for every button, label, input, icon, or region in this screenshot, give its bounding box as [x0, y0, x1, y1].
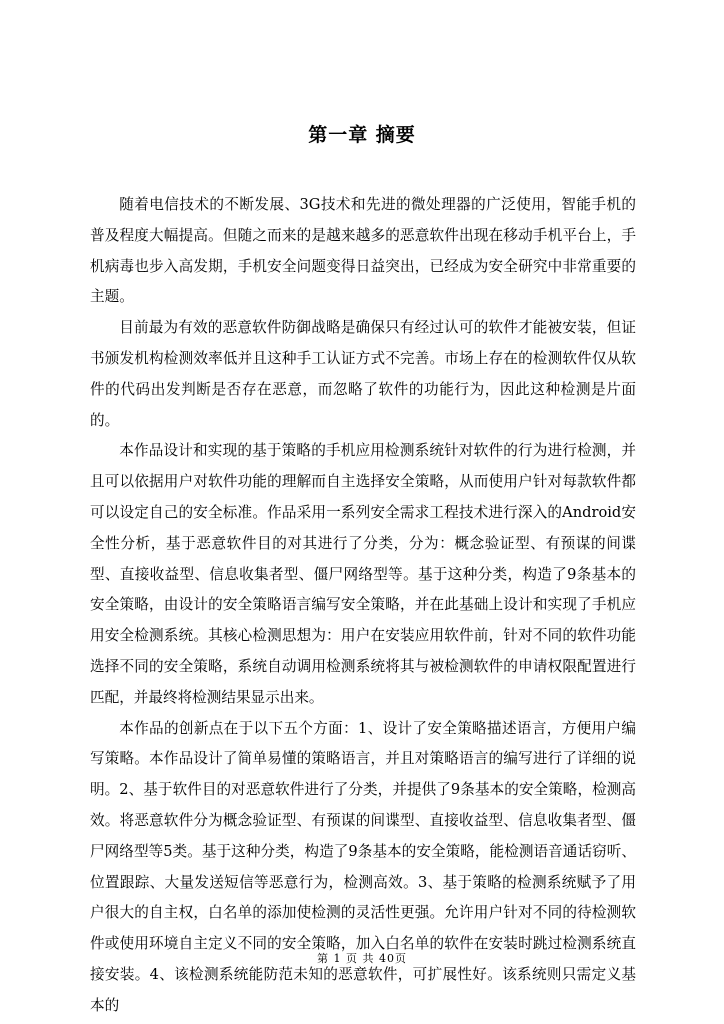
- paragraph-1: 随着电信技术的不断发展、3G技术和先进的微处理器的广泛使用，智能手机的普及程度大幅提高。但随之而来的是越来越多的恶意软件出现在移动手机平台上，手机病毒也步入高发期，手机安全问题变得日益突出，已经成为安全研究中非常重要的主题。: [90, 196, 636, 306]
- page-footer: 第 1 页 共 40页: [317, 952, 407, 965]
- abstract-body: [90, 190, 636, 1022]
- paragraph-3: 本作品设计和实现的基于策略的手机应用检测系统针对软件的行为进行检测，并且可以依据用户对软件功能的理解而自主选择安全策略，从而使用户针对每款软件都可以设定自己的安全标准。作品采用一系列安全需求工程技术进行深入的Android安全性分析，基于恶意软件目的对其进行了分类，分为：概念验证型、有预谋的间谍型、直接收益型、信息收集者型、僵尸网络型等。基于这种分类，构造了9条基本的安全策略，由设计的安全策略语言编写安全策略，并在此基础上设计和实现了手机应用安全检测系统。其核心检测思想为：用户在安装应用软件前，针对不同的软件功能选择不同的安全策略，系统自动调用检测系统将其与被检测软件的申请权限配置进行匹配，并最终将检测结果显示出来。: [90, 442, 636, 706]
- paragraph-2: 目前最为有效的恶意软件防御战略是确保只有经过认可的软件才能被安装，但证书颁发机构检测效率低并且这种手工认证方式不完善。市场上存在的检测软件仅从软件的代码出发判断是否存在恶意，而忽略了软件的功能行为，因此这种检测是片面的。: [90, 319, 636, 429]
- paragraph-4: 本作品的创新点在于以下五个方面：1、设计了安全策略描述语言，方便用户编写策略。本作品设计了简单易懂的策略语言，并且对策略语言的编写进行了详细的说明。2、基于软件目的对恶意软件进行了分类，并提供了9条基本的安全策略，检测高效。将恶意软件分为概念验证型、有预谋的间谍型、直接收益型、信息收集者型、僵尸网络型等5类。基于这种分类，构造了9条基本的安全策略，能检测语音通话窃听、位置跟踪、大量发送短信等恶意行为，检测高效。3、基于策略的检测系统赋予了用户很大的自主权，白名单的添加使检测的灵活性更强。允许用户针对不同的待检测软件或使用环境自主定义不同的安全策略，加入白名单的软件在安装时跳过检测系统直接安装。4、该检测系统能防范未知的恶意软件，可扩展性好。该系统则只需定义基本的: [90, 719, 636, 1014]
- chapter-title: 第一章 摘要: [308, 124, 416, 146]
